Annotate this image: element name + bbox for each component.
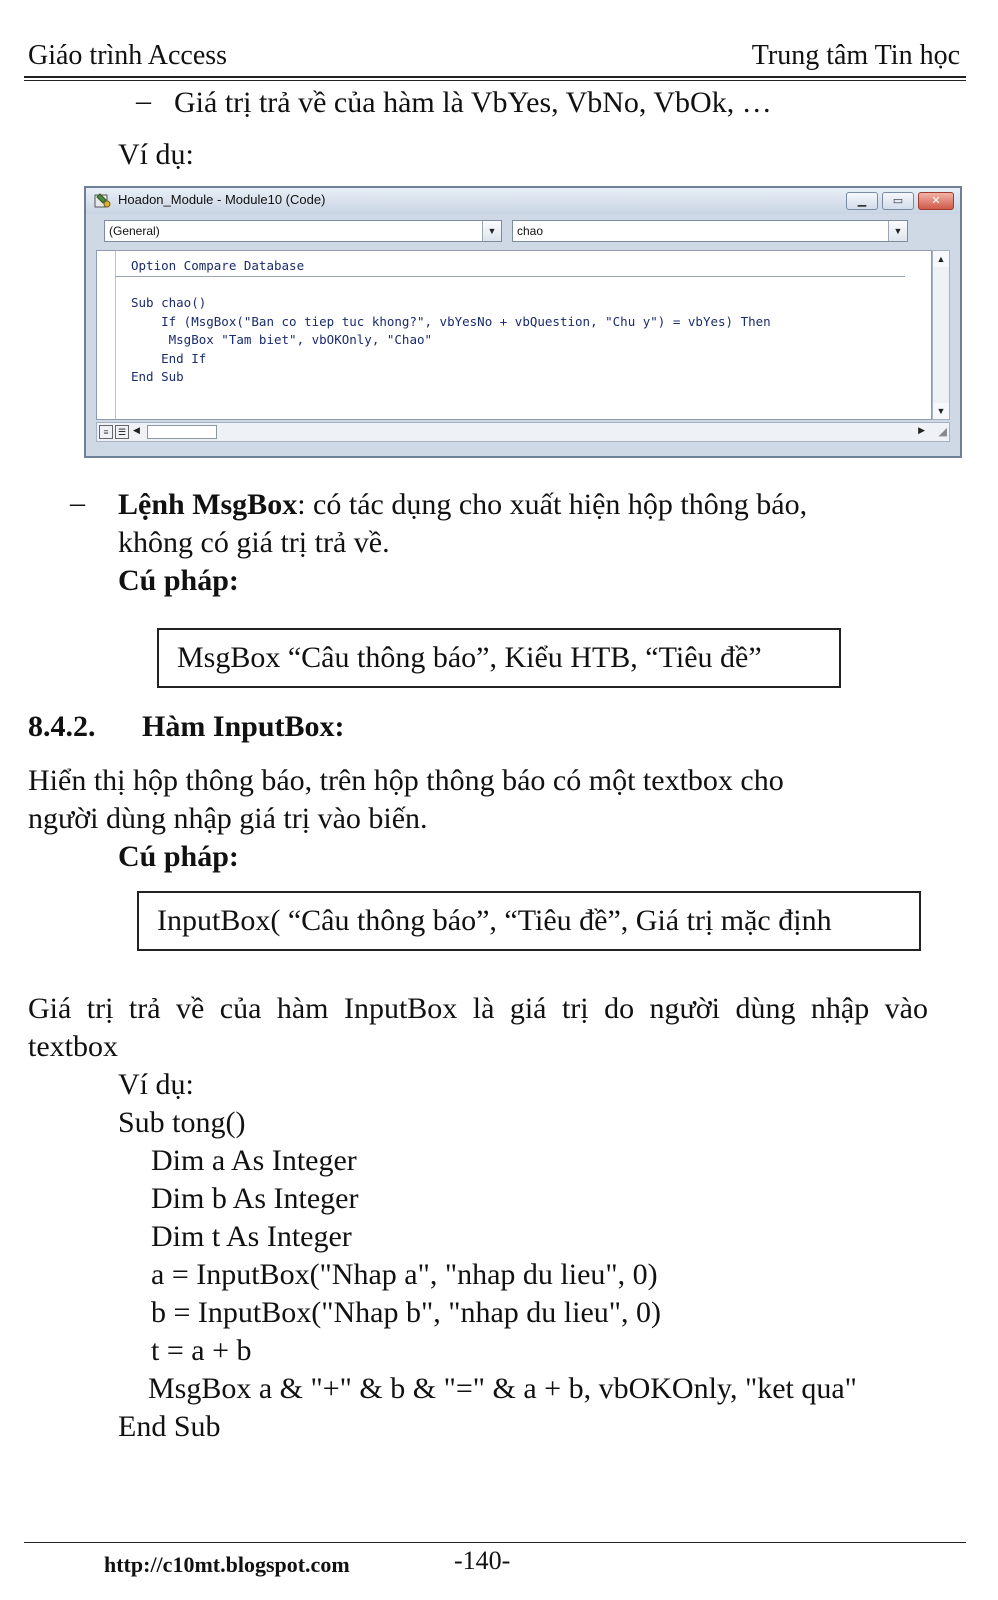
section-number: 8.4.2. (28, 710, 96, 743)
chevron-down-icon[interactable]: ▼ (888, 221, 907, 241)
procedure-separator (115, 276, 905, 277)
vertical-scrollbar[interactable] (932, 250, 950, 420)
vba-module-icon (94, 192, 112, 209)
code-editor[interactable] (96, 250, 932, 420)
syntax-label: Cú pháp: (118, 564, 239, 597)
header-title: Giáo trình Access (28, 40, 228, 71)
footer-url: http://c10mt.blogspot.com (104, 1552, 350, 1577)
window-title: Hoadon_Module - Module10 (Code) (118, 192, 326, 207)
code-line: a = InputBox("Nhap a", "nhap du lieu", 0) (151, 1258, 658, 1291)
minimize-button[interactable]: ▁ (846, 192, 878, 210)
horizontal-scrollbar[interactable] (96, 422, 950, 442)
intro-bullet-text: Giá trị trả về của hàm là VbYes, VbNo, VbOk, … (174, 86, 772, 119)
inputbox-description-line2: người dùng nhập giá trị vào biến. (28, 802, 428, 835)
inputbox-return-text-line2: textbox (28, 1030, 118, 1063)
syntax-label: Cú pháp: (118, 840, 239, 873)
intro-bullet-dash: – (136, 84, 151, 117)
code-line: End Sub (118, 1410, 221, 1443)
example-label: Ví dụ: (118, 138, 194, 171)
procedure-combo-value: chao (517, 224, 544, 238)
scroll-left-icon[interactable]: ◀ (133, 425, 140, 435)
code-line: End Sub (131, 369, 184, 384)
code-line: b = InputBox("Nhap b", "nhap du lieu", 0) (151, 1296, 661, 1329)
close-button[interactable]: ✕ (918, 192, 954, 210)
full-module-view-icon[interactable]: ☰ (115, 425, 129, 439)
msgbox-syntax-box: MsgBox “Câu thông báo”, Kiểu HTB, “Tiêu đề” (157, 628, 841, 688)
header-rule (24, 76, 966, 78)
code-line: If (MsgBox("Ban co tiep tuc khong?", vbYesNo + vbQuestion, "Chu y") = vbYes) Then (131, 313, 771, 329)
maximize-button[interactable]: ▭ (882, 192, 914, 210)
editor-margin (97, 251, 116, 419)
inputbox-syntax-box: InputBox( “Câu thông báo”, “Tiêu đề”, Giá trị mặc định (137, 891, 921, 951)
msgbox-bullet-dash: – (70, 486, 85, 519)
object-combo-value: (General) (109, 224, 160, 238)
window-titlebar[interactable] (86, 188, 960, 214)
inputbox-return-text: Giá trị trả về của hàm InputBox là giá trị do người dùng nhập vào (28, 992, 928, 1025)
code-line: MsgBox "Tam biet", vbOKOnly, "Chao" (131, 332, 433, 347)
msgbox-description: Lệnh MsgBox: có tác dụng cho xuất hiện hộp thông báo, (118, 488, 808, 521)
code-line: Sub tong() (118, 1106, 246, 1139)
example-label: Ví dụ: (118, 1068, 194, 1101)
code-line: Sub chao() (131, 295, 207, 310)
header-center-name: Trung tâm Tin học (751, 40, 960, 71)
resize-grip-icon[interactable]: ◢ (938, 426, 947, 438)
page-number: -140- (454, 1546, 511, 1575)
object-combo[interactable] (104, 220, 502, 242)
msgbox-term: Lệnh MsgBox (118, 488, 298, 521)
code-text (131, 257, 771, 387)
procedure-view-icon[interactable]: ≡ (99, 425, 113, 439)
inputbox-description: Hiển thị hộp thông báo, trên hộp thông báo có một textbox cho (28, 764, 784, 797)
code-line: End If (131, 350, 207, 366)
scroll-right-icon[interactable]: ▶ (918, 425, 925, 435)
scroll-up-icon[interactable]: ▲ (933, 251, 949, 267)
chevron-down-icon[interactable]: ▼ (482, 221, 501, 241)
scroll-thumb[interactable] (147, 425, 217, 439)
code-line: t = a + b (151, 1334, 252, 1367)
procedure-combo[interactable] (512, 220, 908, 242)
header-rule-thin (24, 80, 966, 81)
code-line: Option Compare Database (131, 258, 305, 273)
section-title: Hàm InputBox: (142, 710, 345, 743)
scroll-down-icon[interactable]: ▼ (933, 403, 949, 419)
footer-rule (24, 1542, 966, 1543)
code-line: Dim b As Integer (151, 1182, 359, 1215)
code-line: Dim a As Integer (151, 1144, 357, 1177)
msgbox-description-line2: không có giá trị trả về. (118, 526, 390, 559)
code-line: Dim t As Integer (151, 1220, 352, 1253)
vba-code-window (84, 186, 962, 458)
code-line: MsgBox a & "+" & b & "=" & a + b, vbOKOnly, "ket qua" (148, 1372, 857, 1405)
